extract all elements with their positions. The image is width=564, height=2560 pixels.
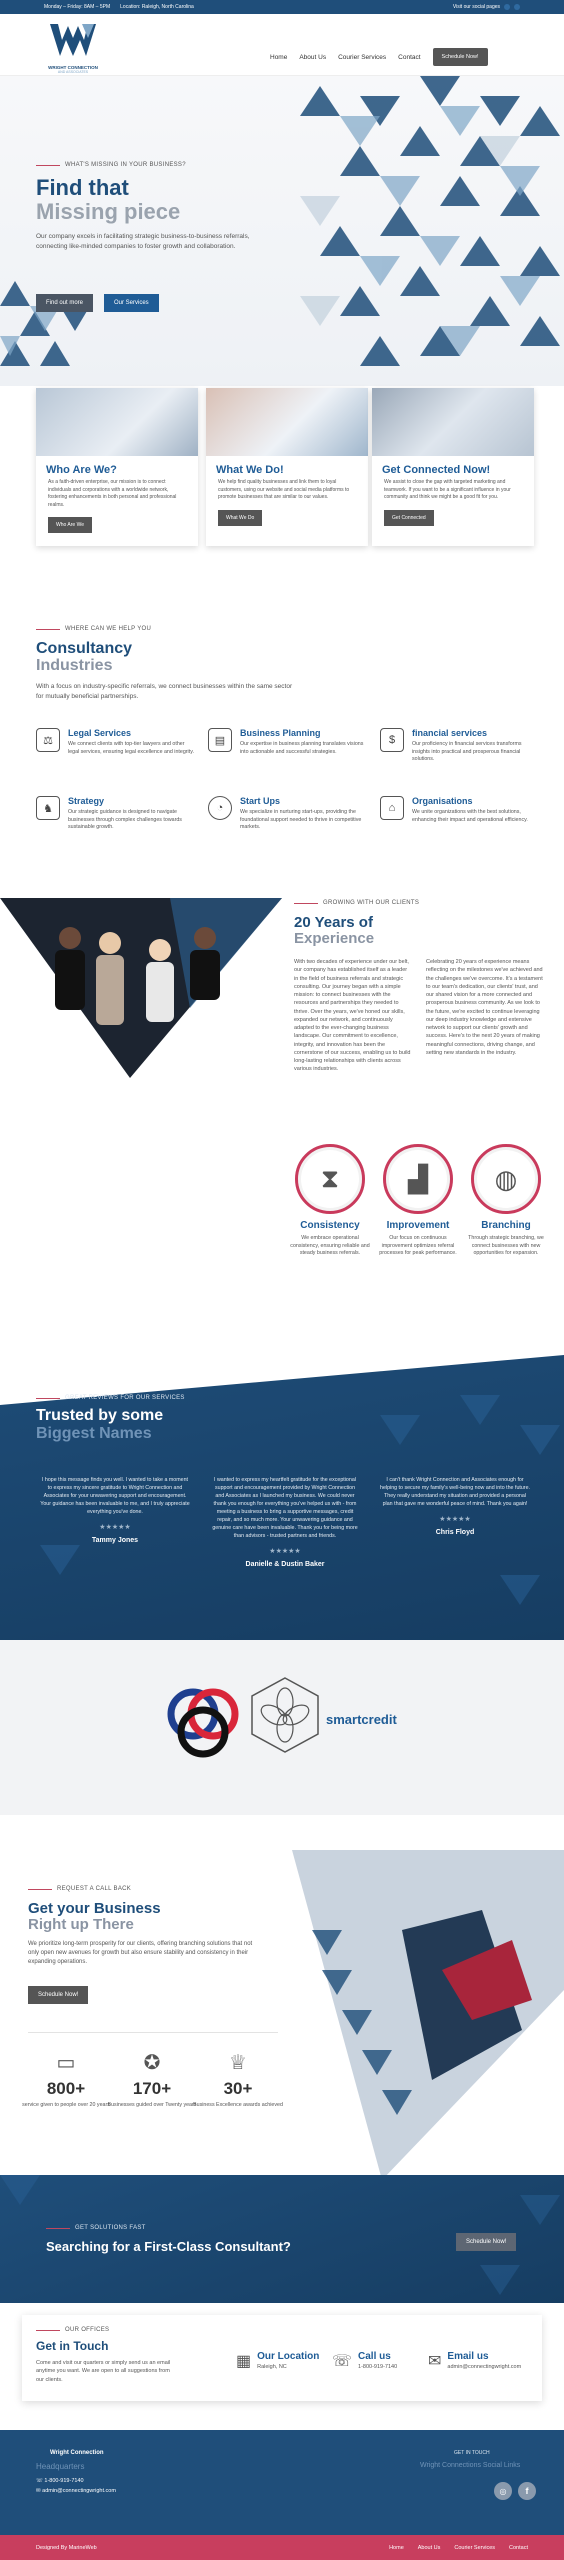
stat-number: 170+ — [132, 2079, 172, 2098]
review-card — [380, 1477, 530, 1536]
location-text: Raleigh, NC — [257, 2364, 287, 2370]
service-title: Business Planning — [240, 728, 321, 738]
cta-schedule-button[interactable]: Schedule Now! — [456, 2233, 516, 2251]
cta-eyebrow: GET SOLUTIONS FAST — [46, 2225, 146, 2231]
star-rating: ★★★★★ — [439, 1515, 471, 1523]
site-footer — [0, 2430, 564, 2535]
callback-subtitle: Right up There — [28, 1916, 134, 1933]
schedule-now-button[interactable]: Schedule Now! — [433, 48, 488, 66]
call-title: Call us — [358, 2351, 391, 2362]
nav-contact[interactable]: Contact — [398, 53, 421, 61]
review-card — [210, 1477, 360, 1568]
stat-service — [16, 2050, 116, 2109]
consultancy-eyebrow: WHERE CAN WE HELP YOU — [36, 626, 151, 632]
card-image — [372, 388, 534, 456]
stat-label: service given to people over 20 years — [22, 2102, 110, 2108]
pie-icon: ◔ — [208, 796, 232, 820]
what-we-do-button[interactable]: What We Do — [218, 510, 262, 526]
mail-icon: ✉ — [428, 2353, 442, 2370]
pillar-body: We embrace operational consistency, ensuring reliable and steady business referrals. — [290, 1235, 370, 1257]
trophy-icon: ♕ — [229, 2052, 247, 2074]
nav-courier[interactable]: Courier Services — [338, 53, 387, 61]
card-title: What We Do! — [216, 464, 284, 476]
hero-section — [0, 76, 564, 386]
who-are-we-button[interactable]: Who Are We — [48, 517, 92, 533]
contact-title: Get in Touch — [36, 2339, 109, 2353]
chart-icon: ▤ — [208, 728, 232, 752]
service-body: Our strategic guidance is designed to navigate businesses through complex challenges towards sustainable growth. — [68, 809, 182, 831]
contact-eyebrow: OUR OFFICES — [36, 2327, 109, 2333]
hero-title: Find that — [36, 175, 129, 200]
team-photo — [0, 898, 282, 1078]
card-image — [206, 388, 368, 456]
find-out-more-button[interactable]: Find out more — [36, 294, 93, 312]
service-strategy[interactable] — [36, 796, 196, 832]
experience-subtitle: Experience — [294, 930, 375, 947]
nav-about[interactable]: About Us — [299, 53, 327, 61]
review-author: Chris Floyd — [435, 1528, 475, 1536]
nav-home[interactable]: Home — [270, 53, 288, 61]
card-body: We help find quality businesses and link them to loyal customers, using our website and social media platforms to promote businesses that are similar to our values. — [218, 479, 350, 500]
phone-text[interactable]: 1-800-919-7140 — [358, 2364, 398, 2370]
star-rating: ★★★★★ — [99, 1523, 131, 1531]
contact-body: Come and visit our quarters or simply send us an email anytime you want. We are open to all suggestions from our clients. — [36, 2360, 171, 2383]
contact-location — [236, 2351, 319, 2371]
contact-email[interactable] — [428, 2351, 521, 2371]
phone-icon: ☏ — [36, 2478, 45, 2484]
cta-title: Searching for a First-Class Consultant? — [46, 2239, 291, 2254]
experience-col1: With two decades of experience under our belt, our company has established itself as a leader in the field of business referrals and strategic consulting. Our journey began with a simple mission: to connect businesses with the resources and partnerships they needed to thrive. Over the years, we've honed our skills, expanded our network, and continuously adapted to the ever-changing business landscape. Our commitment to excellence, integrity, and innovation has been the cornerstone of our success, enabling us to build long-lasting relationships with clients across various industries. — [294, 959, 411, 1073]
site-header — [0, 14, 564, 76]
social-label: Visit our social pages — [452, 4, 500, 10]
service-title: Organisations — [412, 796, 473, 806]
email-title: Email us — [447, 2351, 489, 2362]
callback-photo — [282, 1850, 564, 2180]
growth-icon: ▟ — [383, 1144, 453, 1214]
hourglass-icon: ⧗ — [295, 1144, 365, 1214]
card-title: Who Are We? — [46, 464, 117, 476]
review-author: Danielle & Dustin Baker — [245, 1560, 325, 1568]
stat-businesses — [102, 2050, 202, 2109]
service-title: financial services — [412, 728, 488, 738]
contact-card — [22, 2315, 542, 2401]
consultancy-body: With a focus on industry-specific referrals, we connect businesses within the same sector for mutually beneficial partnerships. — [36, 683, 293, 700]
service-title: Start Ups — [240, 796, 281, 806]
certificate-icon: ▭ — [56, 2052, 76, 2074]
stat-label: Business Excellence awards achieved — [193, 2102, 283, 2108]
instagram-icon[interactable] — [514, 4, 520, 10]
review-text: I wanted to express my heartfelt gratitude for the exceptional support and encouragement provided by Wright Connection and Associates as I launched my business. We could never thank you enough for everything you've helped us with - from meeting a business to bring a supportive messages, credit repair, and so much more. Your unwavering guidance and genuine care have been invaluable. Thank you for being more than advisors - trusted partners and friends. — [212, 1477, 358, 1539]
consultancy-subtitle: Industries — [36, 657, 113, 674]
strategy-icon: ♞ — [36, 796, 60, 820]
review-card — [40, 1477, 190, 1544]
footer-link-home[interactable]: Home — [389, 2544, 404, 2551]
reviews-subtitle: Biggest Names — [36, 1425, 152, 1442]
pillar-title: Branching — [481, 1220, 531, 1231]
footer-social-title: Wright Connections Social Links — [420, 2462, 521, 2469]
stat-awards — [188, 2050, 288, 2109]
card-image — [36, 388, 198, 456]
facebook-icon[interactable]: f — [518, 2482, 536, 2500]
divider — [28, 2032, 278, 2033]
partner-logo-knot[interactable] — [158, 1676, 248, 1766]
service-body: We connect clients with top-tier lawyers and other legal services, ensuring legal excellence and integrity. — [68, 741, 194, 755]
footer-headquarters: Headquarters — [36, 2462, 85, 2471]
top-bar — [0, 0, 564, 14]
stat-label: Businesses guided over Twenty years — [107, 2102, 197, 2108]
experience-col2: Celebrating 20 years of experience means reflecting on the milestones we've achieved and the challenges we've overcome. It's a testament to our team's dedication, our clients' trust, and our shared vision for a more connected and prosperous business community. As we look to the future, we're excited to continue leveraging our deep industry knowledge and extensive network to support our clients' growth and success. Here's to the next 20 years of making meaningful connections, driving change, and setting new standards in the industry. — [426, 959, 543, 1056]
card-who-are-we — [36, 388, 198, 546]
mail-icon: ✉ — [36, 2488, 43, 2494]
review-text: I can't thank Wright Connection and Associates enough for helping to secure my family's well-being now and into the future. They really understand my situation and provided a personal plan that gave me wonderful peace of mind. Thank you again! — [380, 1477, 530, 1507]
service-body: We specialize in nurturing start-ups, providing the foundational support needed to thrive in competitive markets. — [240, 809, 362, 831]
footer-credit[interactable]: Designed By MarineWeb — [36, 2544, 97, 2551]
location-text: Location: Raleigh, North Carolina — [120, 4, 194, 10]
pillar-branching — [466, 1144, 546, 1258]
service-legal[interactable] — [36, 728, 196, 756]
card-title: Get Connected Now! — [382, 464, 491, 476]
service-organisations[interactable] — [380, 796, 540, 824]
hero-body: Our company excels in facilitating strategic business-to-business referrals, connecting like-minded companies to foster growth and collaboration. — [36, 233, 250, 250]
main-nav — [270, 48, 488, 66]
card-body: As a faith-driven enterprise, our mission is to connect individuals and corporations with a worldwide network, fostering enhancements in both personal and professional realms. — [48, 479, 177, 508]
star-rating: ★★★★★ — [269, 1547, 301, 1555]
logo-line2: AND ASSOCIATES — [57, 70, 89, 74]
service-body: Our expertise in business planning translates visions into actionable and successful strategies. — [240, 741, 364, 755]
sub-footer — [0, 2535, 564, 2560]
stat-number: 30+ — [223, 2079, 253, 2098]
footer-link-about[interactable]: About Us — [417, 2544, 441, 2551]
experience-eyebrow: GROWING WITH OUR CLIENTS — [294, 900, 419, 906]
organisation-icon: ⌂ — [380, 796, 404, 820]
pillar-consistency — [290, 1144, 370, 1258]
card-what-we-do — [206, 388, 368, 546]
pillar-title: Improvement — [386, 1220, 450, 1231]
reviews-section — [0, 1295, 564, 1640]
card-body: We assist to close the gap with targeted marketing and teamwork. If you want to be a significant influence in your community and think we might be a good fit for you. — [384, 479, 511, 500]
building-icon: ▦ — [236, 2353, 252, 2370]
stat-number: 800+ — [46, 2079, 86, 2098]
footer-link-courier[interactable]: Courier Services — [454, 2544, 496, 2551]
service-body: Our proficiency in financial services transforms insights into practical and prosperous financial solutions. — [412, 741, 522, 763]
review-author: Tammy Jones — [91, 1536, 139, 1544]
pillar-improvement — [378, 1144, 458, 1258]
footer-phone[interactable] — [36, 2478, 84, 2484]
our-services-button[interactable]: Our Services — [104, 294, 159, 312]
callback-schedule-button[interactable]: Schedule Now! — [28, 1986, 88, 2004]
money-icon: $ — [380, 728, 404, 752]
facebook-icon[interactable] — [504, 4, 510, 10]
phone-icon: ☏ — [332, 2353, 353, 2370]
footer-social-eyebrow: GET IN TOUCH — [454, 2450, 490, 2456]
email-text[interactable]: admin@connectingwright.com — [447, 2364, 522, 2370]
review-text: I hope this message finds you well. I wanted to take a moment to express my sincere gratitude to Wright Connection and Associates for your unwavering support and encouragement. Your guidance has been invaluable to me, and I truly appreciate everything you've done. — [40, 1477, 190, 1515]
footer-email-text: admin@connectingwright.com — [42, 2488, 116, 2494]
get-connected-button[interactable]: Get Connected — [384, 510, 434, 526]
pillar-body: Our focus on continuous improvement optimizes referral processes for peak performance. — [379, 1235, 457, 1257]
location-title: Our Location — [257, 2351, 320, 2362]
globe-icon: ◍ — [471, 1144, 541, 1214]
footer-email[interactable] — [36, 2488, 116, 2494]
smartcredit-logo[interactable]: smartcredit — [326, 1712, 397, 1727]
footer-company: Wright Connection — [50, 2450, 104, 2456]
logo-line1: WRIGHT CONNECTION — [48, 65, 98, 70]
partner-logo-flower[interactable] — [248, 1676, 322, 1756]
reviews-pattern — [0, 1295, 564, 1640]
service-title: Strategy — [68, 796, 105, 806]
cta-section — [0, 2175, 564, 2303]
consultancy-title: Consultancy — [36, 640, 133, 657]
card-get-connected — [372, 388, 534, 546]
service-business-planning[interactable] — [208, 728, 368, 756]
footer-phone-text: 1-800-919-7140 — [44, 2478, 84, 2484]
pillar-title: Consistency — [300, 1220, 360, 1231]
callback-eyebrow: REQUEST A CALL BACK — [28, 1886, 131, 1892]
callback-body: We prioritize long-term prosperity for our clients, offering branching solutions that not only open new avenues for growth but also ensure stability and consistency in their expanding operations. — [28, 1941, 253, 1965]
hero-subtitle: Missing piece — [36, 199, 181, 224]
hours-text: Monday – Friday: 8AM – 5PM — [44, 4, 111, 10]
scales-icon: ⚖ — [36, 728, 60, 752]
callback-title: Get your Business — [28, 1900, 161, 1917]
service-financial[interactable] — [380, 728, 540, 764]
contact-call[interactable] — [332, 2351, 397, 2371]
triangle-pattern — [0, 76, 564, 386]
hero-eyebrow: WHAT'S MISSING IN YOUR BUSINESS? — [36, 162, 186, 168]
pillar-body: Through strategic branching, we connect businesses with new opportunities for expansion. — [468, 1235, 544, 1257]
site-logo[interactable] — [44, 20, 102, 72]
reviews-eyebrow: GREAT REVIEWS FOR OUR SERVICES — [36, 1395, 185, 1401]
service-body: We unite organizations with the best solutions, enhancing their impact and operational efficiency. — [412, 809, 528, 823]
service-start-ups[interactable] — [208, 796, 368, 832]
instagram-icon[interactable]: ◎ — [494, 2482, 512, 2500]
experience-title: 20 Years of — [294, 914, 373, 931]
badge-icon: ✪ — [143, 2052, 161, 2074]
footer-link-contact[interactable]: Contact — [509, 2544, 528, 2551]
reviews-title: Trusted by some — [36, 1407, 164, 1424]
service-title: Legal Services — [68, 728, 132, 738]
